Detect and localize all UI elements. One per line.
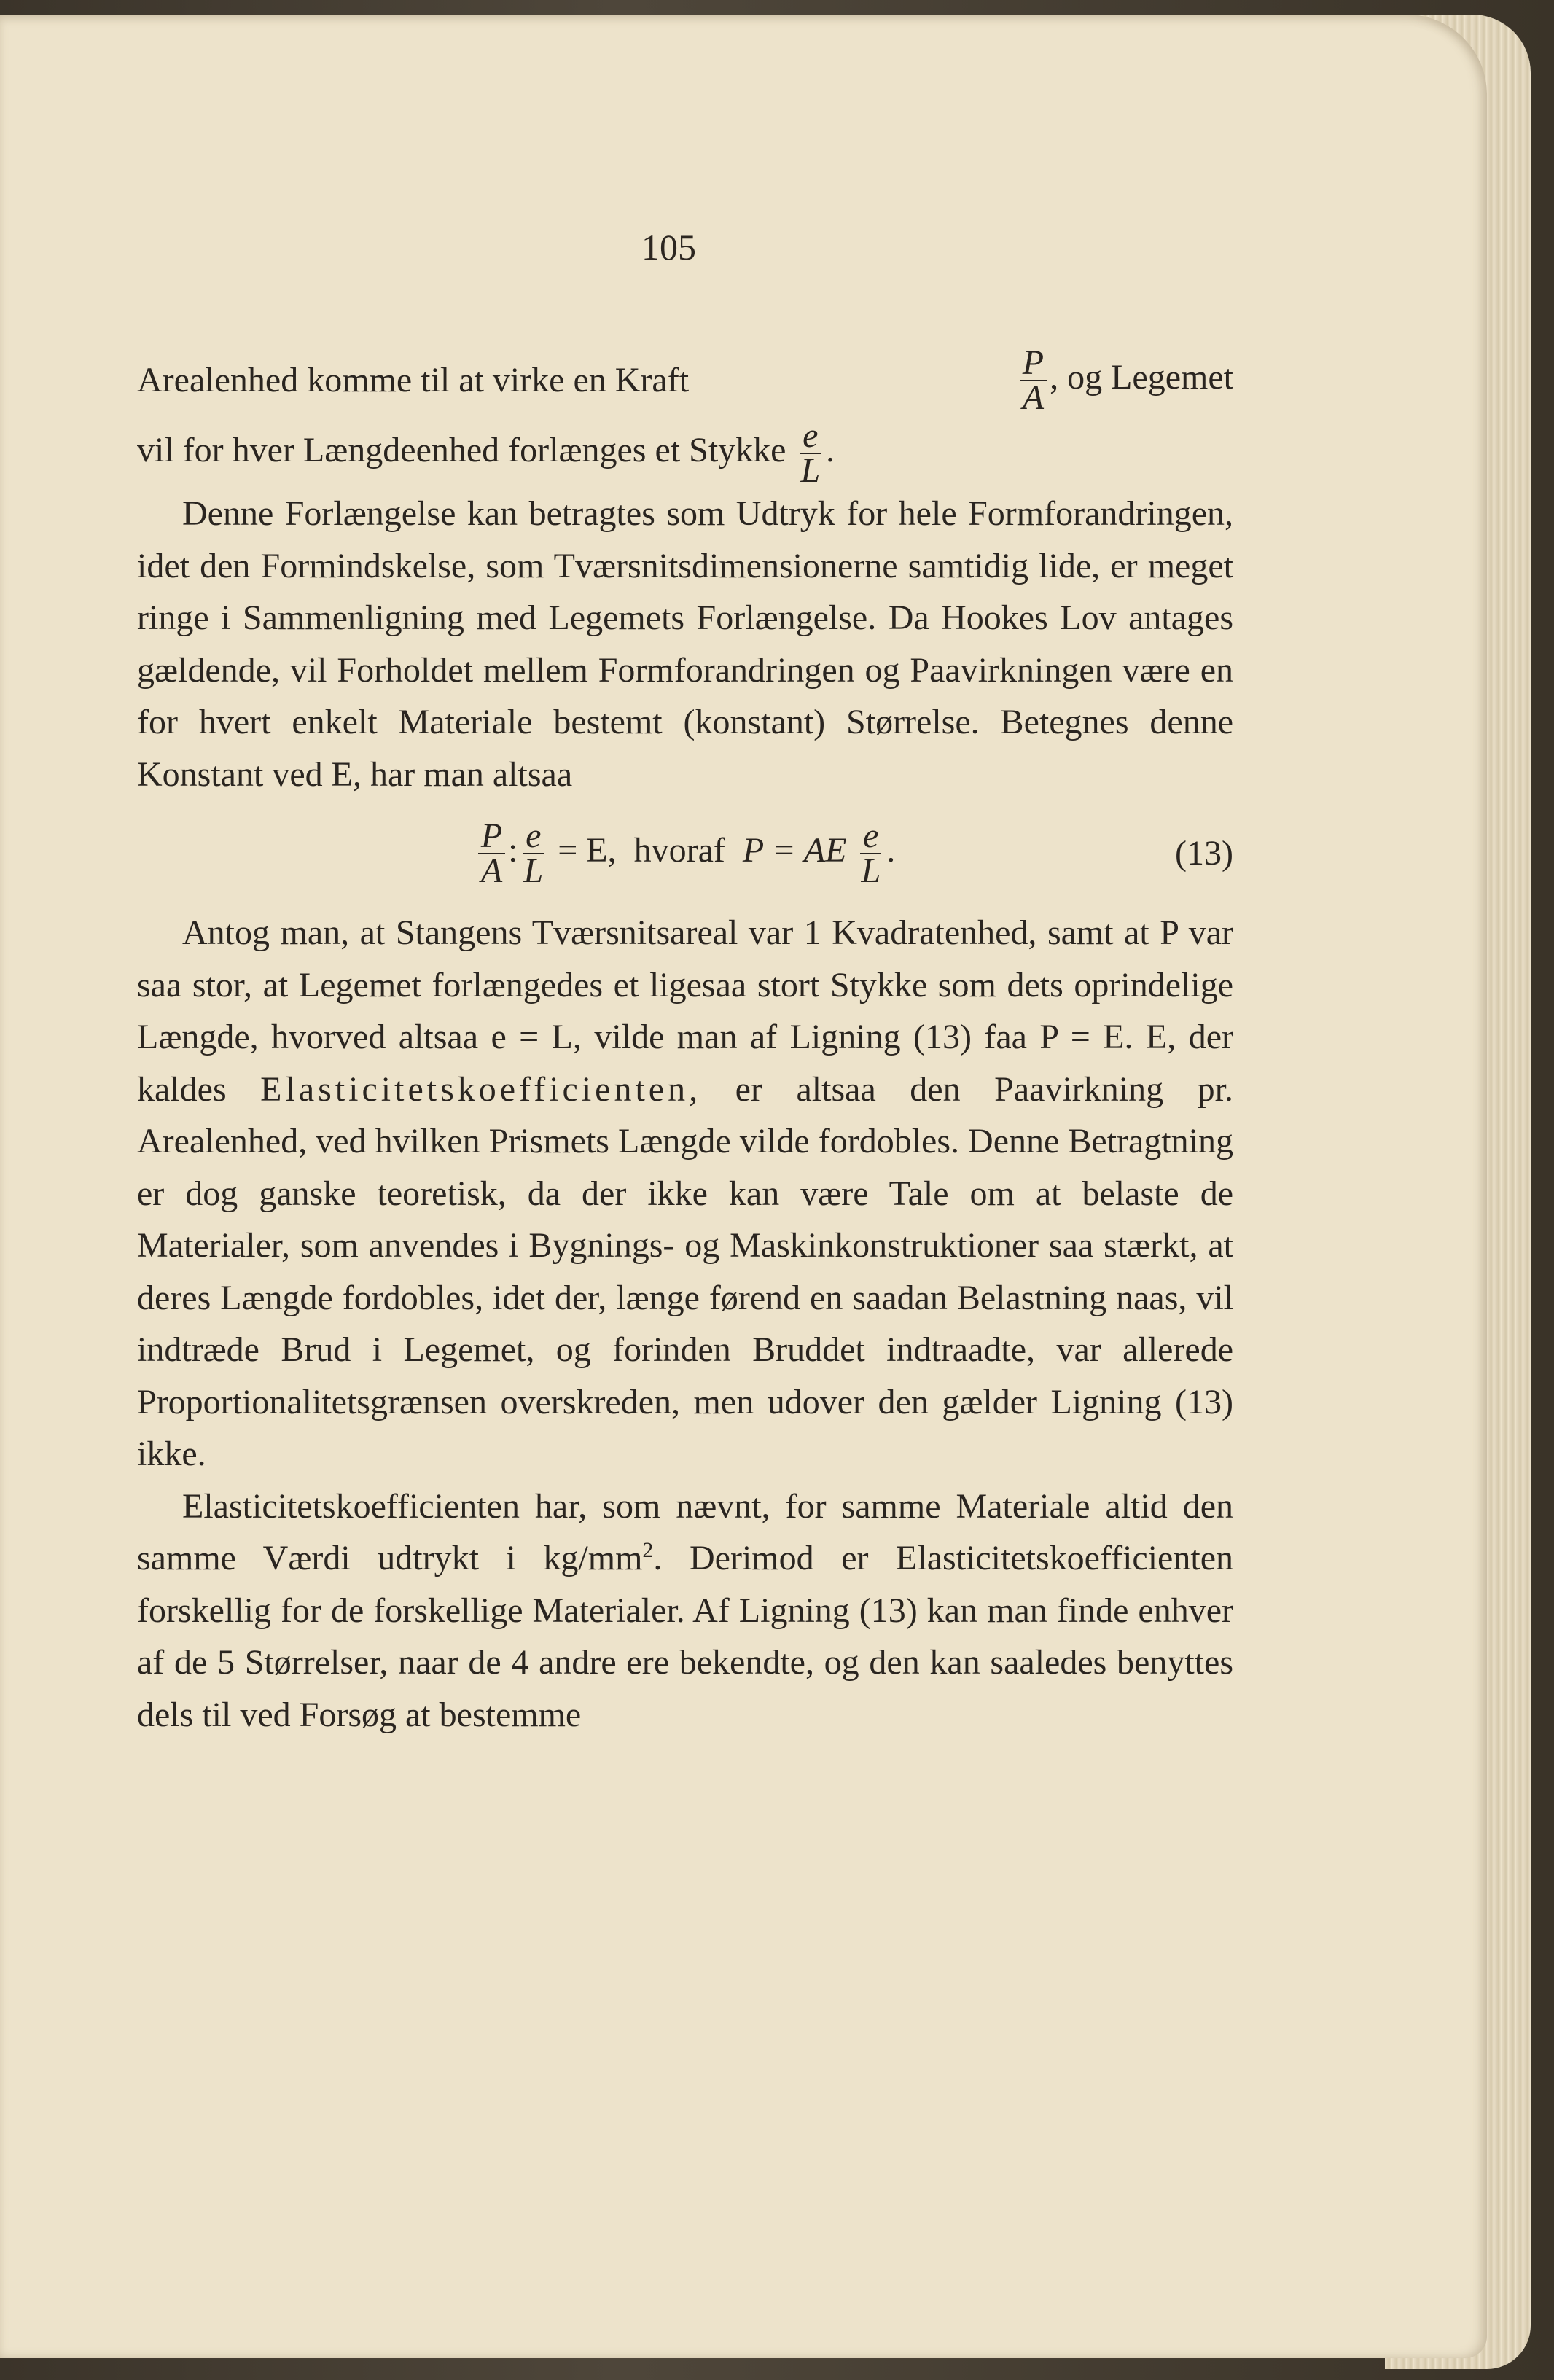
body-text: [137, 343, 1233, 1741]
fraction-p-over-a: $\frac{P}{A}$: [1020, 346, 1047, 415]
equation-number: (13): [1175, 834, 1233, 873]
line2-text: vil for hver Længdeenhed forlænges et Stykke: [137, 431, 786, 470]
line1-text: Arealenhed komme til at virke en Kraft: [137, 361, 690, 400]
book-page: [0, 15, 1487, 2358]
equation-13: [137, 806, 1233, 901]
paragraph-3: Elasticitetskoefficienten har, som nævnt, for samme Materiale altid den samme Værdi udtrykt i $kg/mm^2$. Derimod er Elasticitetskoefficienten forskellig for de forskellige Materialer. Af Ligning (13) kan man finde enhver af de 5 Størrelser, naar de 4 andre ere bekendte, og den kan saaledes benyttes dels til ved Forsøg at bestemme: [137, 1486, 1233, 1734]
fraction-e-over-l: $\frac{e}{L}$: [800, 416, 821, 490]
term-elasticitetskoefficienten: Elasticitetskoefficienten,: [260, 1069, 702, 1109]
paragraph-2: Antog man, at Stangens Tværsnitsareal var 1 Kvadratenhed, samt at P var saa stor, at Legemet forlængedes et ligesaa stort Stykke som dets oprindelige Længde, hvorved altsaa e = L, vilde man af Ligning (13) faa P = E. E, der kaldes Elasticitetskoefficienten, er altsaa den Paavirkning pr. Arealenhed, ved hvilken Prismets Længde vilde fordobles. Denne Betragtning er dog ganske teoretisk, da der ikke kan være Tale om at belaste de Materialer, som anvendes i Bygnings- og Maskinkonstruktioner saa stærkt, at deres Længde fordobles, idet der, længe førend en saadan Belastning naas, vil indtræde Brud i Legemet, og forinden Bruddet indtraadte, var allerede Proportionalitetsgrænsen overskreden, men udover den gælder Ligning (13) ikke.: [137, 913, 1233, 1473]
text-line-1: [137, 343, 1233, 417]
page-number: 105: [641, 227, 696, 268]
equation-body: $\frac{P}{A}$ : $\frac{e}{L}$ = E, hvoraf P = AE $\frac{e}{L}$ .: [475, 819, 895, 888]
line1-tail: $\frac{P}{A}$ , og Legemet: [1017, 346, 1233, 415]
text-line-2: vil for hver Længdeenhed forlænges et Stykke $\frac{e}{L}$ .: [137, 416, 835, 490]
paragraph-1: Denne Forlængelse kan betragtes som Udtryk for hele Formforandringen, idet den Formindskelse, som Tværsnitsdimensionerne samtidig lide, er meget ringe i Sammenligning med Legemets Forlængelse. Da Hookes Lov antages gældende, vil Forholdet mellem Formforandringen og Paavirkningen være en for hvert enkelt Materiale bestemt (konstant) Størrelse. Betegnes denne Konstant ved E, har man altsaa: [137, 494, 1233, 794]
